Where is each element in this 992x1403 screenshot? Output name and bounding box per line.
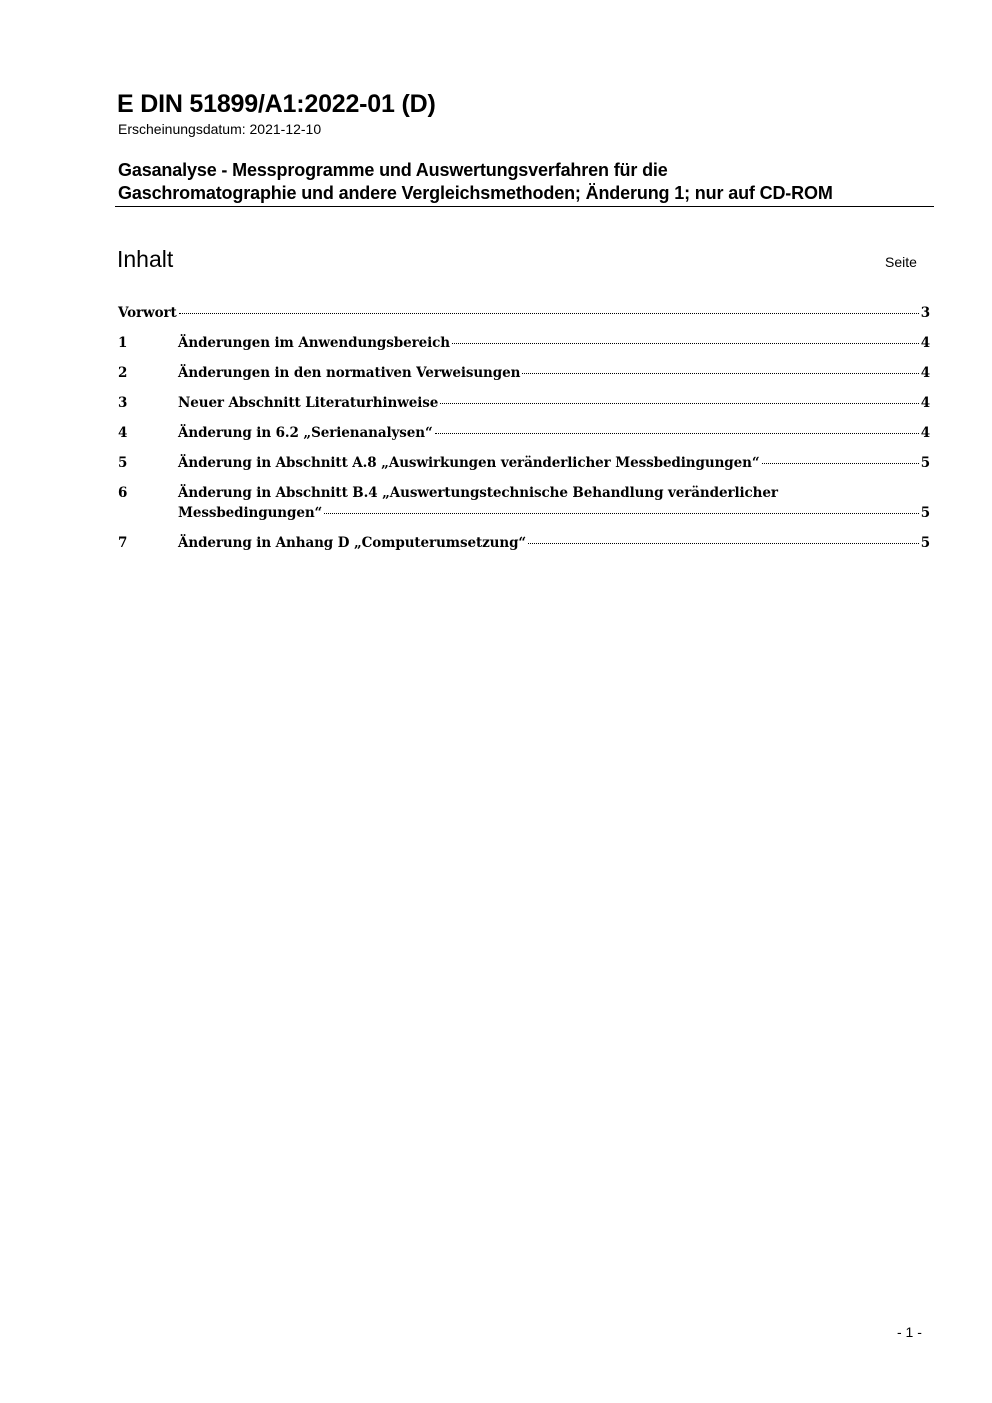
page-number: - 1 - bbox=[897, 1324, 922, 1340]
toc-entry-title: Änderung in Anhang D „Computerumsetzung“ bbox=[178, 535, 527, 551]
table-of-contents bbox=[118, 303, 930, 563]
toc-entry-page: 5 bbox=[920, 535, 930, 551]
toc-entry-page: 4 bbox=[920, 335, 930, 351]
toc-leader-dots bbox=[435, 433, 919, 434]
toc-entry-3[interactable] bbox=[118, 393, 930, 413]
toc-entry-page: 4 bbox=[920, 395, 930, 411]
toc-entry-page: 3 bbox=[920, 305, 930, 321]
document-title-line-2: Gaschromatographie und andere Vergleichsmethoden; Änderung 1; nur auf CD-ROM bbox=[118, 183, 833, 203]
toc-leader-dots bbox=[179, 313, 919, 314]
toc-entry-title: Änderungen im Anwendungsbereich bbox=[178, 335, 450, 351]
toc-entry-1[interactable] bbox=[118, 333, 930, 353]
toc-entry-title: Änderung in 6.2 „Serienanalysen“ bbox=[178, 425, 433, 441]
toc-entry-number: 5 bbox=[118, 455, 128, 471]
toc-entry-number: 1 bbox=[118, 335, 128, 351]
toc-leader-dots bbox=[528, 543, 919, 544]
toc-leader-dots bbox=[452, 343, 919, 344]
toc-leader-dots bbox=[522, 373, 918, 374]
toc-entry-title: Änderungen in den normativen Verweisungen bbox=[178, 365, 521, 381]
title-divider bbox=[115, 206, 934, 207]
toc-entry-page: 4 bbox=[920, 425, 930, 441]
document-title-line-1: Gasanalyse - Messprogramme und Auswertungsverfahren für die bbox=[118, 160, 668, 180]
toc-entry-number: 6 bbox=[118, 485, 128, 501]
toc-leader-dots bbox=[324, 513, 918, 514]
document-title bbox=[118, 159, 938, 205]
toc-heading: Inhalt bbox=[117, 246, 174, 272]
toc-entry-title: Vorwort bbox=[118, 305, 177, 321]
publication-date: Erscheinungsdatum: 2021-12-10 bbox=[118, 121, 322, 137]
toc-entry-5[interactable] bbox=[118, 453, 930, 473]
toc-entry-number: 4 bbox=[118, 425, 128, 441]
toc-page-column-label: Seite bbox=[885, 254, 917, 270]
toc-entry-number: 7 bbox=[118, 535, 128, 551]
toc-entry-number: 2 bbox=[118, 365, 128, 381]
toc-entry-title: Änderung in Abschnitt A.8 „Auswirkungen veränderlicher Messbedingungen“ bbox=[178, 455, 760, 471]
toc-leader-dots bbox=[440, 403, 918, 404]
toc-leader-dots bbox=[762, 463, 919, 464]
toc-entry-page: 4 bbox=[920, 365, 930, 381]
toc-entry-title: Neuer Abschnitt Literaturhinweise bbox=[178, 395, 439, 411]
toc-entry-2[interactable] bbox=[118, 363, 930, 383]
toc-entry-4[interactable] bbox=[118, 423, 930, 443]
toc-entry-vorwort[interactable] bbox=[118, 303, 930, 323]
toc-entry-7[interactable] bbox=[118, 533, 930, 553]
toc-entry-number: 3 bbox=[118, 395, 128, 411]
toc-entry-title-line-2: Messbedingungen“ bbox=[178, 505, 323, 521]
document-id: E DIN 51899/A1:2022-01 (D) bbox=[117, 90, 436, 118]
toc-entry-6[interactable] bbox=[118, 483, 930, 523]
toc-entry-page: 5 bbox=[920, 455, 930, 471]
toc-entry-page: 5 bbox=[920, 505, 930, 521]
toc-entry-title-line-1: Änderung in Abschnitt B.4 „Auswertungstechnische Behandlung veränderlicher bbox=[178, 485, 778, 501]
